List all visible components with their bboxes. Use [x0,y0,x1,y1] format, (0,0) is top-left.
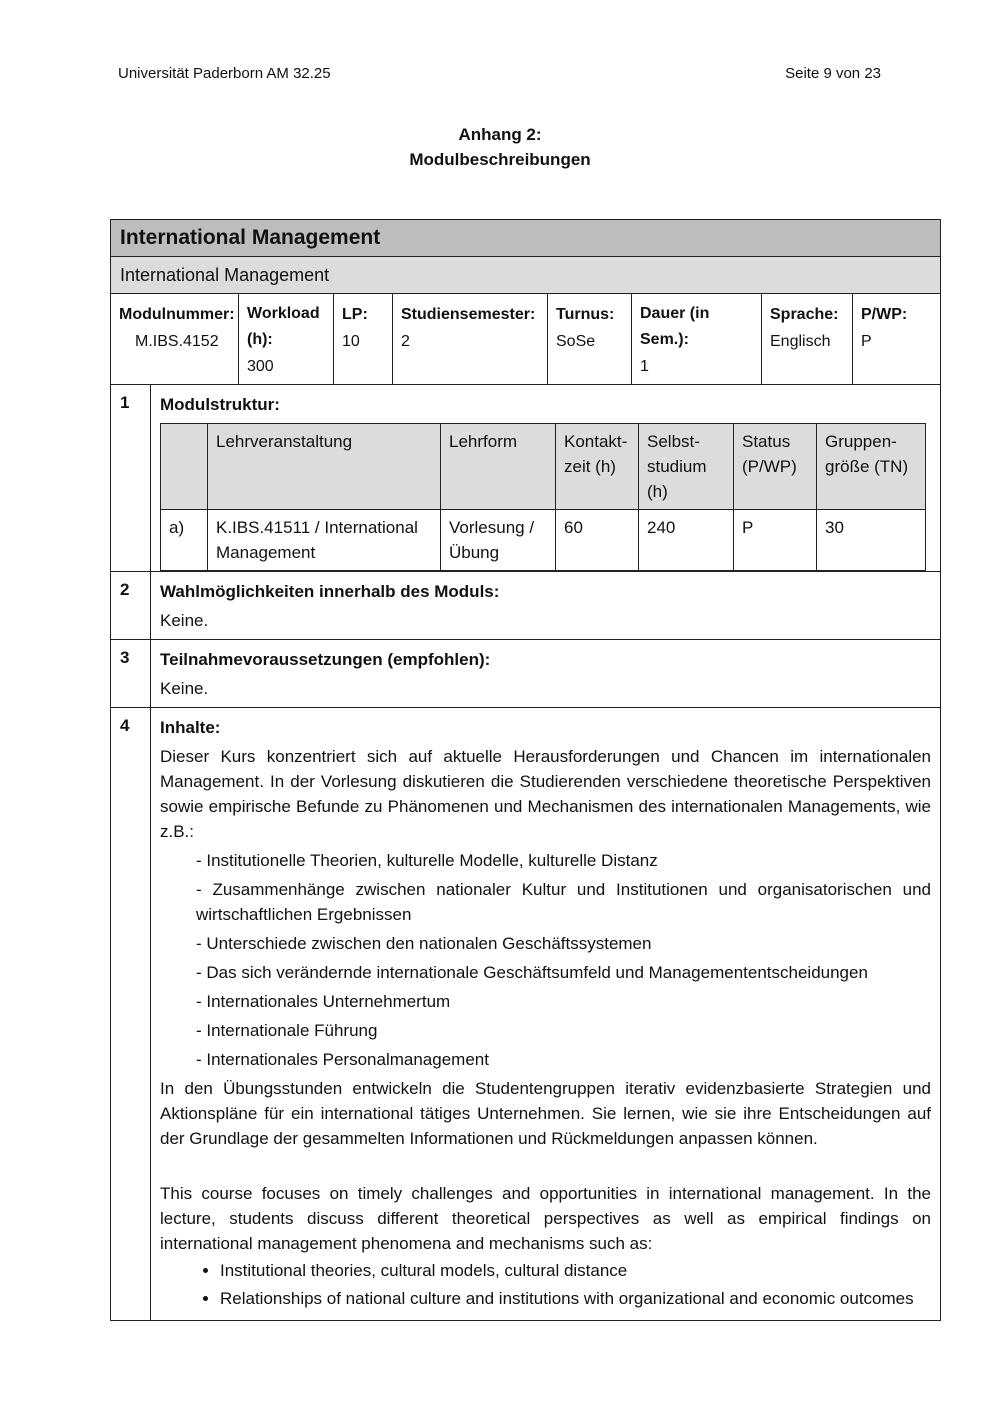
table-cell: 60 [556,510,639,571]
table-cell: 240 [639,510,734,571]
list-item: - Das sich verändernde internationale Geschäftsumfeld und Managemententscheidungen [196,963,868,982]
page-number: Seite 9 von 23 [785,65,881,82]
meta-label: Sprache: [770,306,839,323]
table-cell: a) [161,510,208,571]
table-header-cell: Status (P/WP) [734,424,817,510]
meta-cell-lp [334,294,393,384]
bullet-list-en [160,1258,931,1311]
meta-label: LP: [342,306,368,323]
table-header-cell: Lehrform [441,424,556,510]
document-title [0,122,1000,172]
table-cell: P [734,510,817,571]
title-line-2: Modulbeschreibungen [409,150,591,169]
meta-cell-sprache [762,294,853,384]
meta-cell-turnus [548,294,632,384]
meta-cell-modulnummer [111,294,239,384]
section-number: 2 [111,572,151,639]
meta-label: Turnus: [556,306,615,323]
table-header-cell: Lehrveranstaltung [208,424,441,510]
meta-value: 2 [401,333,410,350]
meta-value: Englisch [770,333,831,350]
module-table [110,219,941,1321]
meta-label: Workload (h): [247,305,320,348]
section-heading: Wahlmöglichkeiten innerhalb des Moduls: [160,582,500,601]
meta-cell-studiensemester [393,294,548,384]
list-item: - Internationales Unternehmertum [196,992,451,1011]
meta-cell-dauer [632,294,762,384]
module-meta-row [111,294,940,385]
meta-value: SoSe [556,333,596,350]
module-subtitle: International Management [111,257,940,294]
content-intro-de: Dieser Kurs konzentriert sich auf aktuelle Herausforderungen und Chancen im internationalen Management. In der Vorlesung diskutieren die Studierenden verschiedene theoretische Perspektiven sowie empirische Befunde zu Phänomenen und Mechanismen des internationalen Managements, wie z.B.: [160,747,931,841]
list-item: - Institutionelle Theorien, kulturelle Modelle, kulturelle Distanz [196,851,658,870]
list-item: - Internationale Führung [196,1021,378,1040]
meta-cell-workload [239,294,334,384]
table-header-row [161,424,926,510]
section-wahlmoeglichkeiten [111,572,940,640]
course-structure-table [160,423,926,571]
table-cell: K.IBS.41511 / International Management [208,510,441,571]
section-text: Keine. [160,611,209,630]
meta-value: 300 [247,358,274,375]
section-number: 3 [111,640,151,707]
list-item: - Zusammenhänge zwischen nationaler Kultur und Institutionen und organisatorischen und wirtschaftlichen Ergebnissen [196,880,931,924]
section-modulstruktur [111,385,940,572]
section-inhalte [111,708,940,1321]
list-item: • Relationships of national culture and institutions with organizational and economic outcomes [220,1286,931,1311]
meta-value: 1 [640,358,649,375]
list-item: • Institutional theories, cultural models, cultural distance [220,1258,931,1283]
page-header-left: Universität Paderborn AM 32.25 [118,65,331,82]
meta-value: M.IBS.4152 [135,333,219,350]
table-cell: Vorlesung / Übung [441,510,556,571]
list-item: - Internationales Personalmanagement [196,1050,489,1069]
section-number: 1 [111,385,151,571]
table-header-cell: Kontakt-zeit (h) [556,424,639,510]
table-header-cell [161,424,208,510]
meta-value: P [861,333,872,350]
meta-cell-pwp [853,294,940,384]
content-intro-en: This course focuses on timely challenges and opportunities in international management. In the lecture, students discuss different theoretical perspectives as well as empirical findings on international management phenomena and mechanisms such as: [160,1184,931,1253]
section-text: Keine. [160,679,209,698]
section-heading: Teilnahmevoraussetzungen (empfohlen): [160,650,491,669]
meta-label: P/WP: [861,306,908,323]
table-cell: 30 [817,510,926,571]
list-item: - Unterschiede zwischen den nationalen Geschäftssystemen [196,934,652,953]
table-header-cell: Selbst-studium (h) [639,424,734,510]
section-heading: Modulstruktur: [160,395,280,414]
title-line-1: Anhang 2: [458,125,542,144]
module-title: International Management [111,220,940,257]
section-number: 4 [111,708,151,1320]
meta-label: Modulnummer: [119,306,235,323]
content-outro-de: In den Übungsstunden entwickeln die Studentengruppen iterativ evidenzbasierte Strategien und Aktionspläne für ein international tätiges Unternehmen. Sie lernen, wie sie ihre Entscheidungen auf der Grundlage der gesammelten Informationen und Rückmeldungen anpassen können. [160,1079,931,1148]
meta-label: Dauer (in Sem.): [640,305,710,348]
meta-label: Studiensemester: [401,306,536,323]
table-header-cell: Gruppen-größe (TN) [817,424,926,510]
section-teilnahmevoraussetzungen [111,640,940,708]
meta-value: 10 [342,333,360,350]
table-row [161,510,926,571]
section-heading: Inhalte: [160,718,221,737]
